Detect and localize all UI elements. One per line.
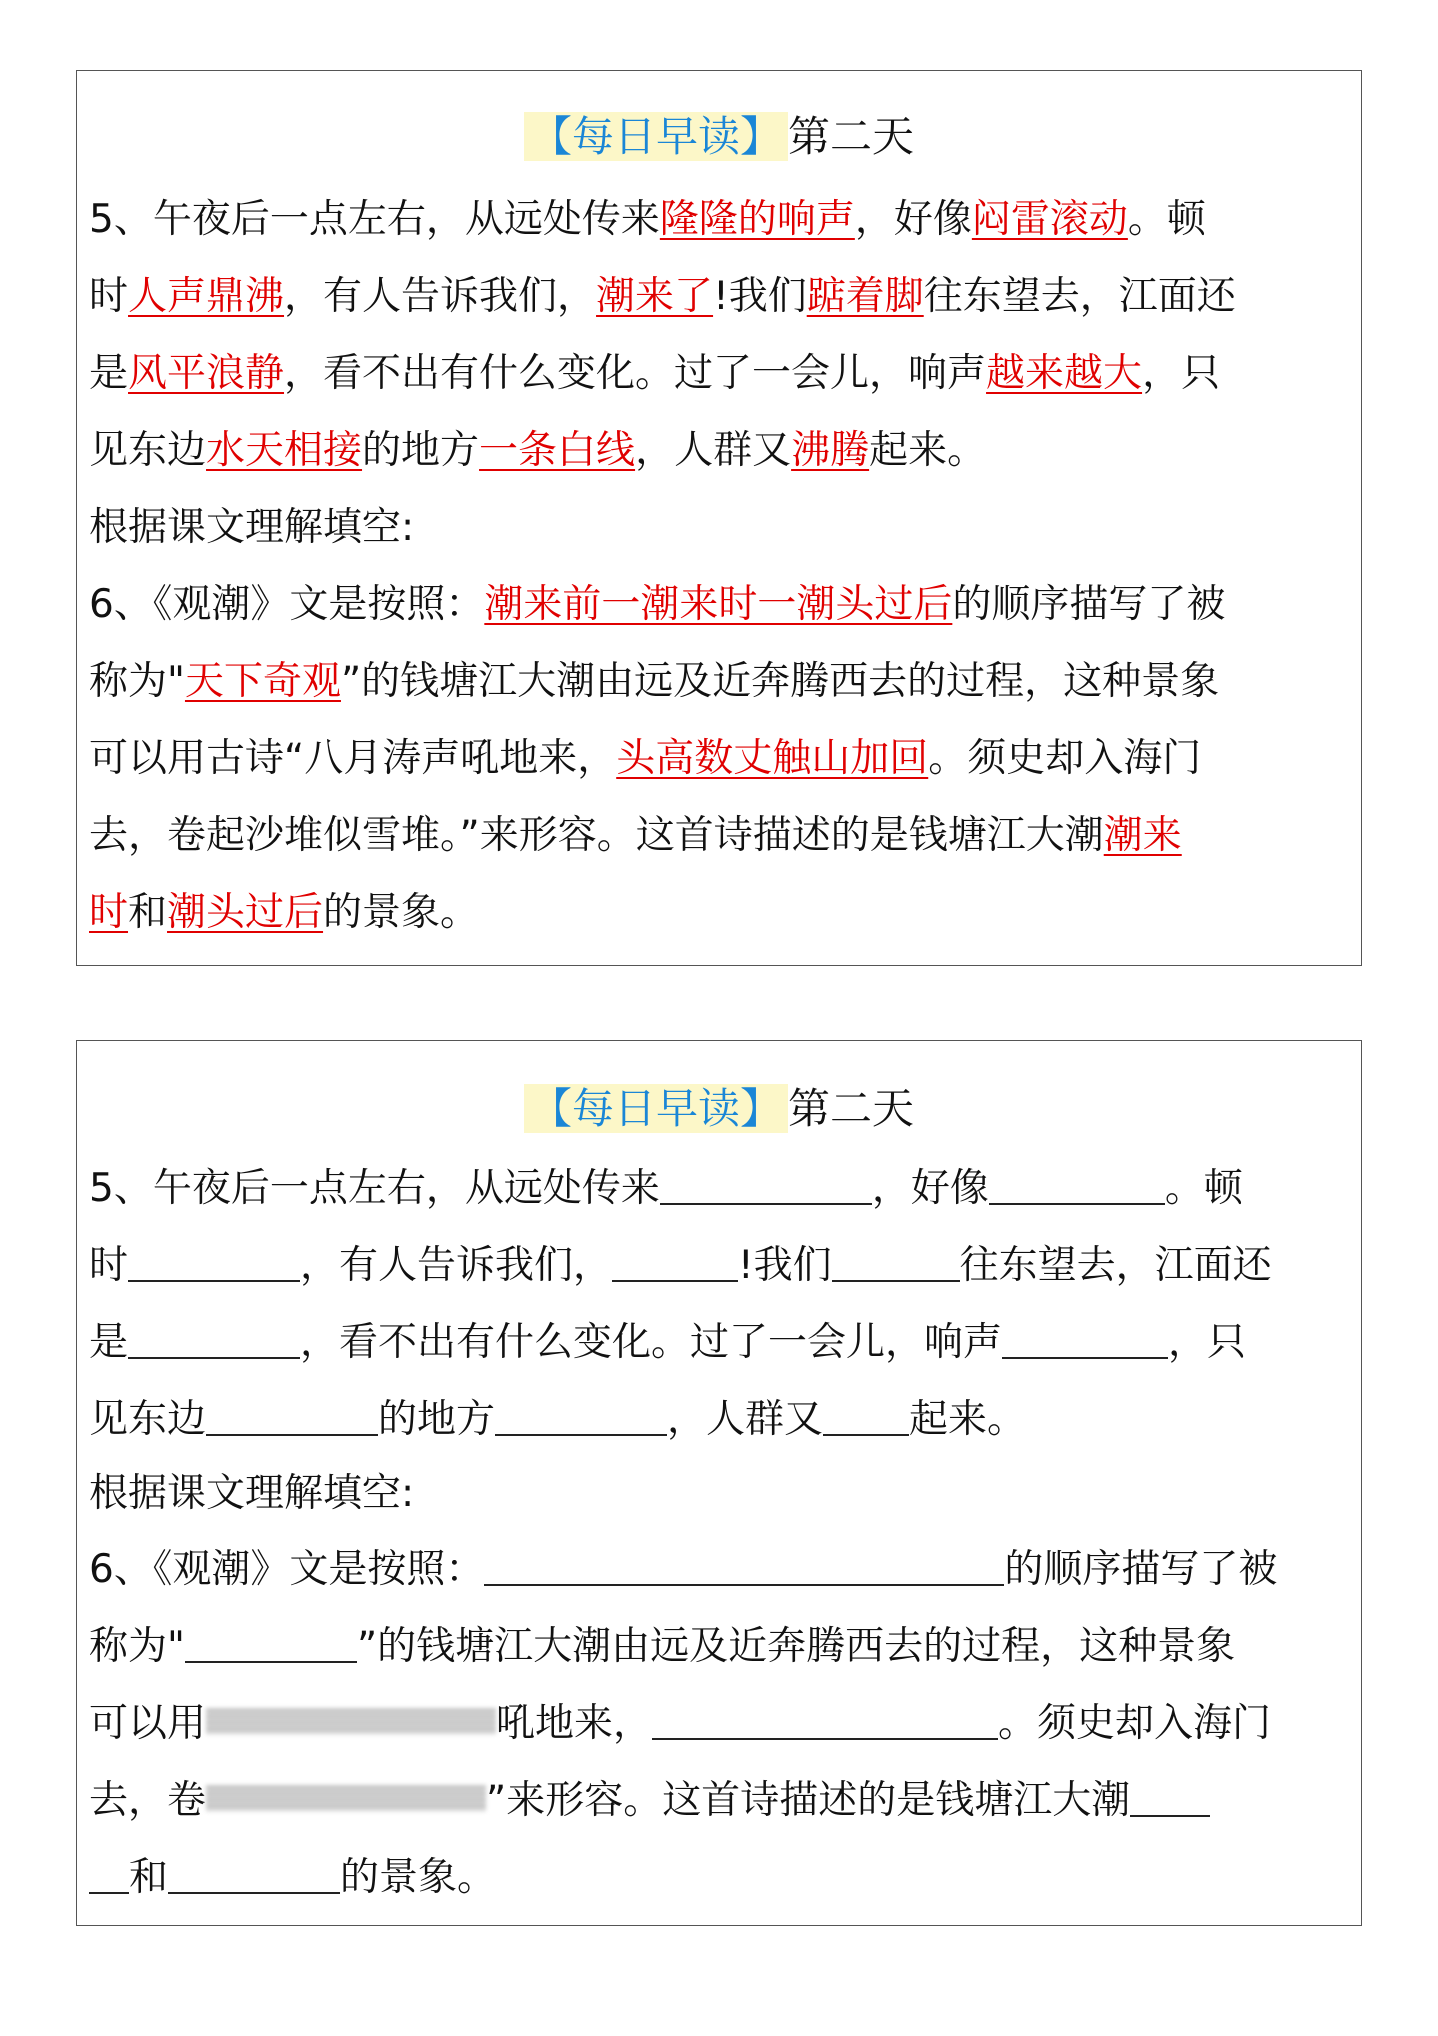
answer: 潮来 — [1103, 813, 1182, 858]
text: 和 — [129, 1855, 169, 1900]
title-day: 第二天 — [788, 1084, 915, 1133]
fill-blank[interactable] — [612, 1236, 738, 1282]
redacted-text — [206, 1785, 486, 1811]
text-line — [89, 1159, 1349, 1217]
card-title — [77, 1079, 1361, 1139]
text: ，只 — [1142, 351, 1221, 396]
text: ”的钱塘江大潮由远及近奔腾西去的过程，这种景象 — [340, 659, 1220, 704]
text: ，好像 — [871, 1166, 989, 1211]
fill-blank[interactable] — [823, 1390, 909, 1436]
fill-blank[interactable] — [652, 1694, 998, 1740]
text: 5、午夜后一点左右，从远处传来 — [89, 197, 660, 242]
text: 6、《观潮》文是按照： — [89, 1547, 485, 1592]
answer: 闷雷滚动 — [971, 197, 1128, 242]
text: 的地方 — [362, 428, 480, 473]
answer: 潮来了 — [596, 274, 714, 319]
text: 的顺序描写了被 — [1004, 1547, 1278, 1592]
answer: 水天相接 — [206, 428, 363, 473]
fill-blank[interactable] — [168, 1848, 340, 1894]
instruction: 根据课文理解填空: — [89, 1471, 415, 1516]
instruction: 根据课文理解填空: — [89, 505, 415, 550]
title-tag: 【每日早读】 — [524, 112, 788, 161]
fill-blank[interactable] — [128, 1313, 300, 1359]
text-line — [89, 191, 1349, 249]
text: ，人群又 — [667, 1397, 824, 1442]
text: 的地方 — [378, 1397, 496, 1442]
text: ，有人告诉我们， — [284, 274, 597, 319]
fill-blank[interactable] — [206, 1390, 378, 1436]
text: 时 — [89, 1243, 129, 1288]
answer: 潮来前一潮来时一潮头过后 — [484, 582, 953, 627]
text: 称为" — [89, 659, 185, 704]
text-line — [89, 268, 1349, 326]
title-day: 第二天 — [788, 112, 915, 161]
answer: 风平浪静 — [128, 351, 285, 396]
text: 。顿 — [1127, 197, 1206, 242]
text: 时 — [89, 274, 129, 319]
answer: 隆隆的响声 — [659, 197, 855, 242]
text-line — [89, 653, 1349, 711]
text: 可以用 — [89, 1701, 207, 1746]
text: ”的钱塘江大潮由远及近奔腾西去的过程，这种景象 — [356, 1624, 1236, 1669]
answer: 潮头过后 — [167, 890, 324, 935]
fill-blank[interactable] — [989, 1159, 1165, 1205]
text: 5、午夜后一点左右，从远处传来 — [89, 1166, 660, 1211]
text-line — [89, 422, 1349, 480]
fill-blank[interactable] — [660, 1159, 872, 1205]
text: ，看不出有什么变化。过了一会儿，响声 — [300, 1320, 1003, 1365]
redacted-text — [206, 1708, 496, 1734]
text-line — [89, 1540, 1349, 1598]
text: 6、《观潮》文是按照： — [89, 582, 485, 627]
text: 的顺序描写了被 — [952, 582, 1226, 627]
text: ”来形容。这首诗描述的是钱塘江大潮 — [486, 1778, 1131, 1823]
fill-blank[interactable] — [185, 1617, 357, 1663]
text: 。须史却入海门 — [998, 1701, 1272, 1746]
text: 去，卷 — [89, 1778, 207, 1823]
fill-blank[interactable] — [484, 1540, 1004, 1586]
fill-blank[interactable] — [89, 1848, 129, 1894]
answer-card — [76, 70, 1362, 966]
text: 往东望去，江面还 — [923, 274, 1236, 319]
text: 。须史却入海门 — [928, 736, 1202, 781]
text: 起来。 — [869, 428, 987, 473]
text: 去，卷起沙堆似雪堆。”来形容。这首诗描述的是钱塘江大潮 — [89, 813, 1104, 858]
text: 。顿 — [1164, 1166, 1243, 1211]
fill-blank[interactable] — [832, 1236, 960, 1282]
text: 吼地来， — [496, 1701, 653, 1746]
answer: 一条白线 — [479, 428, 636, 473]
fill-blank[interactable] — [128, 1236, 300, 1282]
text-line — [89, 730, 1349, 788]
answer: 时 — [89, 890, 129, 935]
text: 的景象。 — [340, 1855, 497, 1900]
text: 见东边 — [89, 428, 207, 473]
text: 可以用古诗“八月涛声吼地来， — [89, 736, 617, 781]
text: ，看不出有什么变化。过了一会儿，响声 — [284, 351, 987, 396]
text: 称为" — [89, 1624, 185, 1669]
text-line — [89, 576, 1349, 634]
text: ，人群又 — [635, 428, 792, 473]
fill-blank[interactable] — [495, 1390, 667, 1436]
text-line — [89, 1390, 1349, 1448]
text-line — [89, 1236, 1349, 1294]
answer: 踮着脚 — [806, 274, 924, 319]
text: 和 — [128, 890, 168, 935]
text-line — [89, 807, 1349, 865]
blank-card — [76, 1040, 1362, 1926]
fill-blank[interactable] — [1130, 1771, 1210, 1817]
text: !我们 — [738, 1243, 832, 1288]
text-line — [89, 345, 1349, 403]
answer: 人声鼎沸 — [128, 274, 285, 319]
text: 见东边 — [89, 1397, 207, 1442]
text: 的景象。 — [323, 890, 480, 935]
text: ，有人告诉我们， — [300, 1243, 613, 1288]
text: 起来。 — [909, 1397, 1027, 1442]
text-line — [89, 1313, 1349, 1371]
answer: 天下奇观 — [184, 659, 341, 704]
answer: 沸腾 — [791, 428, 870, 473]
text: ，好像 — [854, 197, 972, 242]
title-tag: 【每日早读】 — [524, 1084, 788, 1133]
text-line — [89, 1771, 1349, 1829]
text: 是 — [89, 351, 129, 396]
text: 往东望去，江面还 — [959, 1243, 1272, 1288]
fill-blank[interactable] — [1002, 1313, 1168, 1359]
answer: 头高数丈触山加回 — [616, 736, 929, 781]
card-title — [77, 107, 1361, 167]
text-line — [89, 1617, 1349, 1675]
text: ，只 — [1168, 1320, 1247, 1365]
text-line — [89, 884, 1349, 942]
text: !我们 — [713, 274, 807, 319]
text-line — [89, 1694, 1349, 1752]
text: 是 — [89, 1320, 129, 1365]
answer: 越来越大 — [986, 351, 1143, 396]
text-line — [89, 1848, 1349, 1906]
